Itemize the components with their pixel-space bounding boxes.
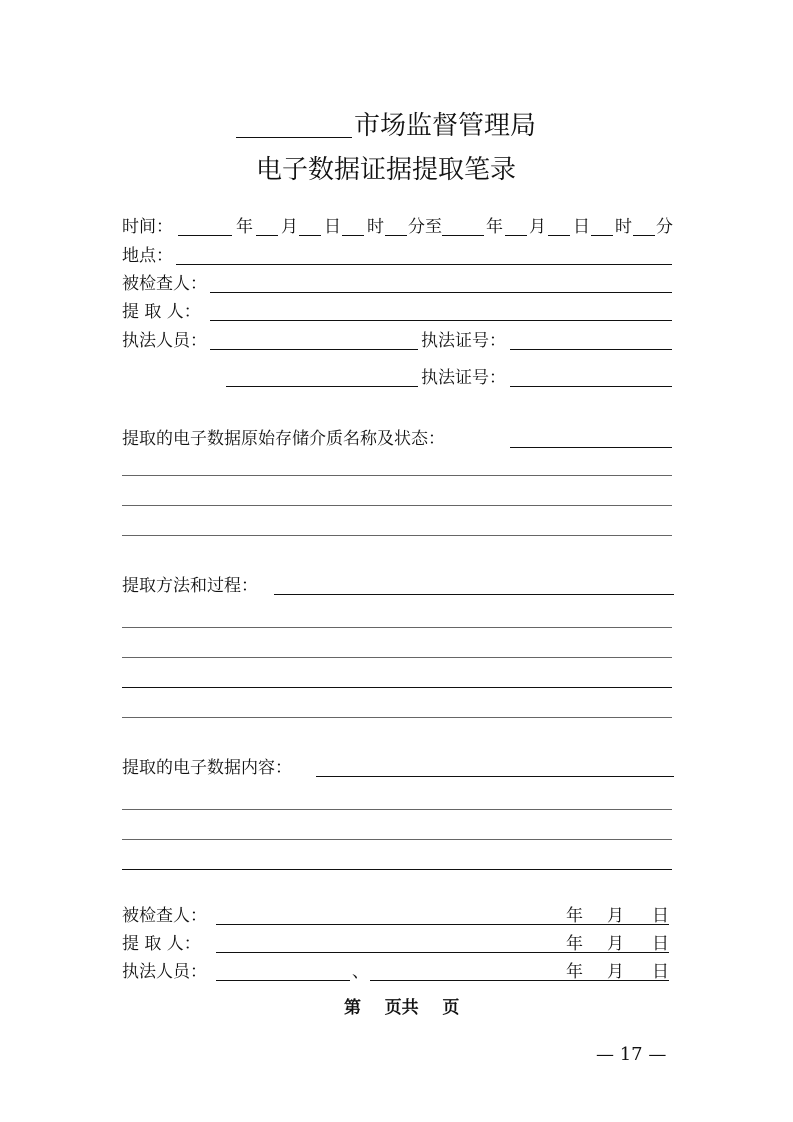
end-year-blank[interactable] (442, 235, 484, 236)
sign-officer-label: 执法人员： (122, 962, 207, 982)
start-day-unit: 日 (324, 217, 341, 237)
method-line-4[interactable] (122, 717, 672, 718)
cert-2-label: 执法证号： (421, 368, 506, 388)
start-hour-unit: 时 (367, 217, 384, 237)
sign-inspected-month: 月 (607, 906, 624, 926)
end-month-unit: 月 (529, 217, 546, 237)
content-line-3[interactable] (122, 869, 672, 870)
start-year-blank[interactable] (178, 235, 232, 236)
storage-medium-blank[interactable] (510, 447, 672, 448)
content-blank[interactable] (316, 776, 674, 777)
content-line-2[interactable] (122, 839, 672, 840)
document-title: 电子数据证据提取笔录 (256, 155, 517, 185)
agency-suffix: 市场监督管理局 (354, 111, 537, 141)
start-day-blank[interactable] (299, 235, 321, 236)
method-line-3[interactable] (122, 687, 672, 688)
extractor-blank[interactable] (210, 320, 672, 321)
end-month-blank[interactable] (505, 235, 527, 236)
method-line-2[interactable] (122, 657, 672, 658)
officer-2-blank[interactable] (226, 386, 418, 387)
page-of-total: 第 页共 页 (344, 998, 460, 1018)
sign-officer-separator: 、 (352, 962, 369, 982)
sign-inspected-year: 年 (566, 906, 583, 926)
end-day-unit: 日 (573, 217, 590, 237)
method-line-1[interactable] (122, 627, 672, 628)
sign-extractor-day: 日 (652, 934, 669, 954)
sign-inspected-label: 被检查人： (122, 906, 207, 926)
sign-extractor-label: 提 取 人： (122, 934, 201, 954)
end-day-blank[interactable] (548, 235, 570, 236)
end-minute-blank[interactable] (633, 235, 655, 236)
storage-medium-line-2[interactable] (122, 505, 672, 506)
sign-extractor-blank[interactable] (216, 952, 669, 953)
sign-officer-2-blank[interactable] (370, 980, 669, 981)
end-minute-unit: 分 (656, 217, 673, 237)
start-year-unit: 年 (236, 217, 253, 237)
end-hour-blank[interactable] (591, 235, 613, 236)
start-month-blank[interactable] (256, 235, 278, 236)
cert-1-label: 执法证号： (421, 331, 506, 351)
cert-1-blank[interactable] (510, 349, 672, 350)
end-year-unit: 年 (486, 217, 503, 237)
location-blank[interactable] (176, 264, 672, 265)
content-label: 提取的电子数据内容： (122, 758, 292, 778)
inspected-party-blank[interactable] (210, 292, 672, 293)
storage-medium-line-3[interactable] (122, 535, 672, 536)
agency-name-blank[interactable] (236, 137, 352, 138)
storage-medium-line-1[interactable] (122, 475, 672, 476)
start-minute-blank[interactable] (385, 235, 407, 236)
sign-inspected-blank[interactable] (216, 924, 669, 925)
method-label: 提取方法和过程： (122, 576, 258, 596)
method-blank[interactable] (274, 594, 674, 595)
sign-officer-year: 年 (566, 962, 583, 982)
start-hour-blank[interactable] (342, 235, 364, 236)
sign-officer-1-blank[interactable] (216, 980, 350, 981)
officer-1-blank[interactable] (210, 349, 418, 350)
time-label: 时间： (122, 217, 173, 237)
page-number: — 17 — (596, 1044, 667, 1065)
sign-extractor-year: 年 (566, 934, 583, 954)
start-minute-to-unit: 分至 (408, 217, 442, 237)
inspected-party-label: 被检查人： (122, 274, 207, 294)
sign-officer-day: 日 (652, 962, 669, 982)
sign-officer-month: 月 (607, 962, 624, 982)
extractor-label: 提 取 人： (122, 302, 201, 322)
sign-extractor-month: 月 (607, 934, 624, 954)
location-label: 地点： (122, 246, 173, 266)
cert-2-blank[interactable] (510, 386, 672, 387)
end-hour-unit: 时 (615, 217, 632, 237)
sign-inspected-day: 日 (652, 906, 669, 926)
storage-medium-label: 提取的电子数据原始存储介质名称及状态： (122, 429, 445, 449)
start-month-unit: 月 (281, 217, 298, 237)
content-line-1[interactable] (122, 809, 672, 810)
officer-label: 执法人员： (122, 331, 207, 351)
